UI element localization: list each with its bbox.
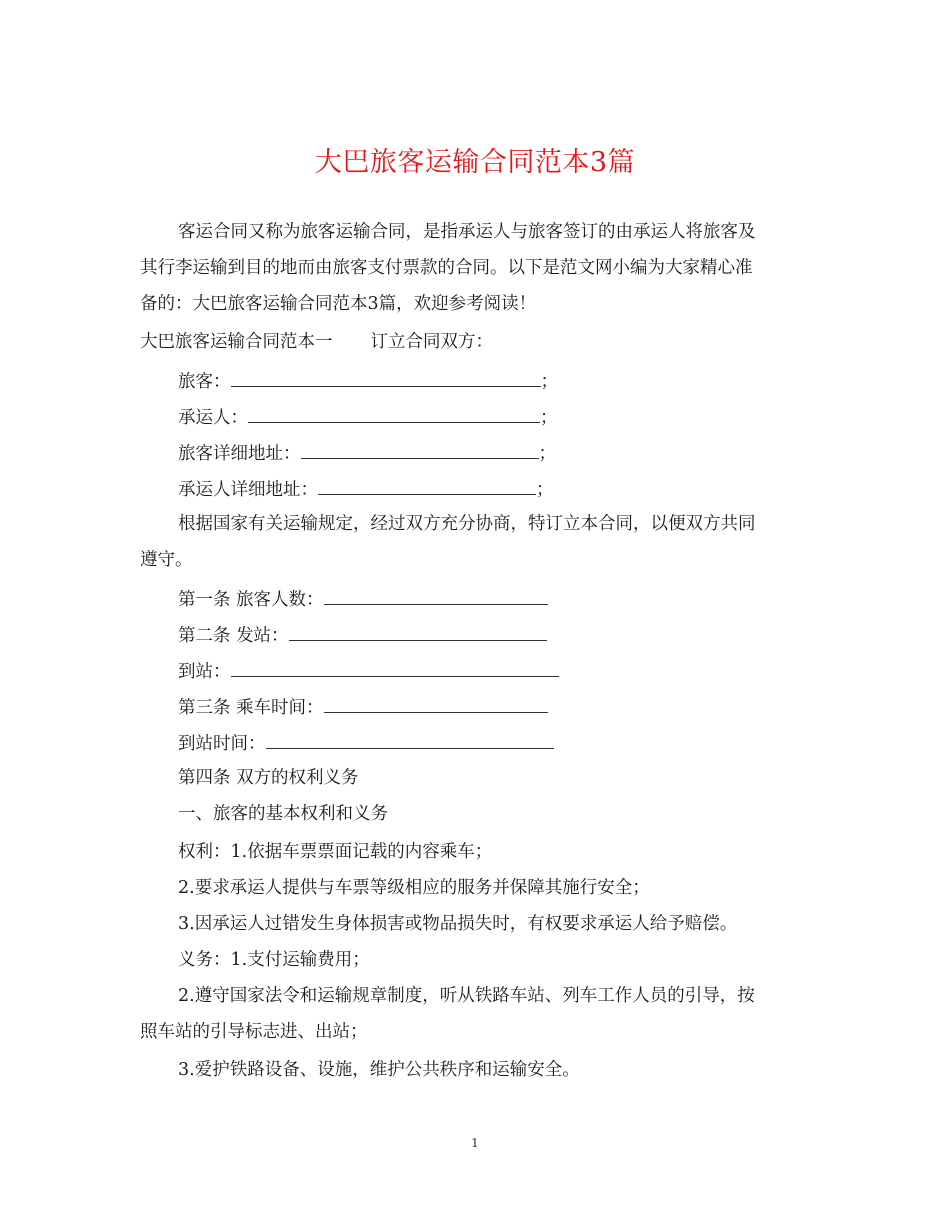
arrive-time-blank: [266, 730, 554, 749]
intro-line-3: 备的：大巴旅客运输合同范本3篇，欢迎参考阅读！: [140, 294, 537, 314]
carrier-address-blank: [318, 476, 536, 495]
carrier-label: 承运人：: [178, 408, 248, 428]
duty-item-3: 3.爱护铁路设备、设施，维护公共秩序和运输安全。: [178, 1060, 580, 1080]
passenger-label: 旅客：: [178, 372, 231, 392]
article-2-blank: [289, 622, 547, 641]
article-4-heading: 第四条 双方的权利义务: [178, 768, 359, 788]
article-1-blank: [324, 586, 548, 605]
carrier-address-field: 承运人详细地址： ；: [178, 476, 858, 502]
passenger-address-label: 旅客详细地址：: [178, 444, 301, 464]
rights-item-3: 3.因承运人过错发生身体损害或物品损失时，有权要求承运人给予赔偿。: [178, 914, 738, 934]
passenger-rights-heading: 一、旅客的基本权利和义务: [178, 804, 388, 824]
arrive-station-field: [178, 658, 858, 684]
intro-line-1: 客运合同又称为旅客运输合同，是指承运人与旅客签订的由承运人将旅客及: [178, 222, 756, 242]
section-heading: [140, 330, 820, 354]
arrive-station-label: 到站：: [178, 662, 231, 682]
arrive-station-blank: [231, 658, 559, 677]
section-title: 大巴旅客运输合同范本一: [140, 332, 333, 352]
article-1-label: 第一条 旅客人数：: [178, 590, 324, 610]
arrive-time-field: [178, 730, 858, 756]
carrier-blank: [248, 404, 540, 423]
arrive-time-label: 到站时间：: [178, 734, 266, 754]
article-2-label: 第二条 发站：: [178, 626, 289, 646]
passenger-blank: [231, 368, 541, 387]
article-3-field: [178, 694, 858, 720]
passenger-field: 旅客： ；: [178, 368, 858, 394]
passenger-address-field: 旅客详细地址： ；: [178, 440, 858, 466]
page-number: 1: [471, 1136, 479, 1150]
duty-item-2-line-1: 2.遵守国家法令和运输规章制度，听从铁路车站、列车工作人员的引导，按: [178, 986, 755, 1006]
preamble-line-1: 根据国家有关运输规定，经过双方充分协商，特订立本合同，以便双方共同: [178, 514, 756, 534]
carrier-field: 承运人： ；: [178, 404, 858, 430]
duty-item-1: 义务：1.支付运输费用；: [178, 950, 370, 970]
passenger-address-blank: [301, 440, 539, 459]
carrier-address-label: 承运人详细地址：: [178, 480, 318, 500]
preamble-line-2: 遵守。: [140, 550, 193, 570]
intro-line-2: 其行李运输到目的地而由旅客支付票款的合同。以下是范文网小编为大家精心准: [140, 258, 753, 278]
rights-item-2: 2.要求承运人提供与车票等级相应的服务并保障其施行安全；: [178, 878, 650, 898]
article-1-field: [178, 586, 858, 612]
article-2-field: [178, 622, 858, 648]
document-title: 大巴旅客运输合同范本3篇: [314, 147, 636, 178]
article-3-blank: [324, 694, 548, 713]
article-3-label: 第三条 乘车时间：: [178, 698, 324, 718]
parties-heading: 订立合同双方：: [370, 332, 493, 352]
duty-item-2-line-2: 照车站的引导标志进、出站；: [140, 1022, 368, 1042]
rights-item-1: 权利：1.依据车票票面记载的内容乘车；: [178, 842, 493, 862]
